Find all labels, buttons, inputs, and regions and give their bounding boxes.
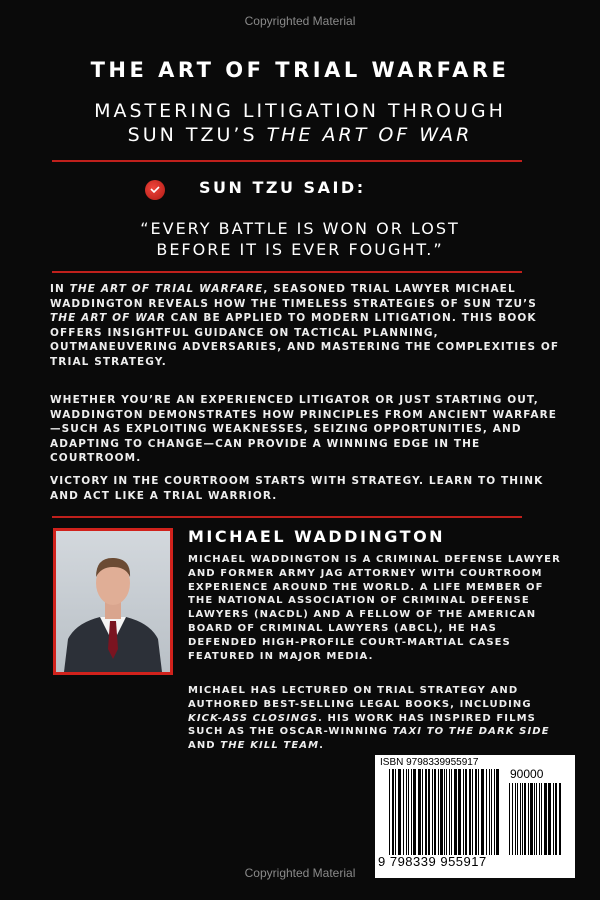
isbn-barcode bbox=[375, 755, 575, 878]
watermark-top: Copyrighted Material bbox=[244, 14, 356, 28]
bio-text: MICHAEL HAS LECTURED ON TRIAL STRATEGY AND AUTHORED BEST-SELLING LEGAL BOOKS, INCLUDING bbox=[188, 685, 532, 710]
author-name: MICHAEL WADDINGTON bbox=[188, 527, 446, 546]
price-code: 90000 bbox=[510, 767, 544, 781]
author-bio-paragraph-1: MICHAEL WADDINGTON IS A CRIMINAL DEFENSE LAWYER AND FORMER ARMY JAG ATTORNEY WITH COURTROOM EXPERIENCE AROUND THE WORLD. A LIFE MEMBER OF THE NATIONAL ASSOCIATION OF CRIMINAL DEFENSE LAWYERS (NACDL) AND A FELLOW OF THE AMERICAN BOARD OF CRIMINAL LAWYERS (ABCL), HE HAS DEFENDED HIGH-PROFILE COURT-MARTIAL CASES FEATURED IN MAJOR MEDIA. bbox=[188, 554, 561, 662]
divider-middle bbox=[52, 271, 522, 273]
desc-book-title: THE ART OF TRIAL WARFARE bbox=[69, 283, 264, 295]
barcode-bars-icon bbox=[389, 769, 501, 855]
bio-text: . bbox=[319, 740, 325, 752]
subtitle-line-1: MASTERING LITIGATION THROUGH bbox=[94, 100, 506, 122]
subtitle-line-2 bbox=[0, 124, 600, 146]
divider-author bbox=[52, 516, 522, 518]
bio-text: AND bbox=[188, 740, 221, 752]
description-paragraph-1 bbox=[50, 282, 560, 369]
barcode-digits: 9 798339 955917 bbox=[378, 854, 487, 869]
desc-source-title: THE ART OF WAR bbox=[50, 312, 166, 324]
quote-line-2: BEFORE IT IS EVER FOUGHT.” bbox=[156, 240, 444, 259]
author-photo bbox=[53, 528, 173, 675]
isbn-label: ISBN 9798339955917 bbox=[380, 757, 479, 768]
description-paragraph-2: WHETHER YOU’RE AN EXPERIENCED LITIGATOR OR JUST STARTING OUT, WADDINGTON DEMONSTRATES HOW PRINCIPLES FROM ANCIENT WARFARE—SUCH AS EXPLOITING WEAKNESSES, SEIZING OPPORTUNITIES, AND ADAPTING TO CHANGE—CAN PROVIDE A WINNING EDGE IN THE COURTROOM. bbox=[50, 394, 558, 464]
quote-line-1: “EVERY BATTLE IS WON OR LOST bbox=[140, 219, 460, 238]
desc-text: IN bbox=[50, 283, 70, 295]
subtitle-italic: THE ART OF WAR bbox=[266, 124, 473, 146]
bio-text: . HIS WORK HAS INSPIRED FILMS SUCH AS THE OSCAR-WINNING bbox=[188, 712, 536, 738]
desc-text: CAN BE APPLIED TO MODERN LITIGATION. THIS BOOK OFFERS INSIGHTFUL GUIDANCE ON TACTICAL PLANNING, OUTMANEUVERING ADVERSARIES, AND MASTERING THE COMPLEXITIES OF TRIAL STRATEGY. bbox=[50, 312, 560, 368]
seal-icon bbox=[145, 180, 165, 200]
book-title: THE ART OF TRIAL WARFARE bbox=[90, 58, 510, 82]
desc-text: , SEASONED TRIAL LAWYER MICHAEL WADDINGTON REVEALS HOW THE TIMELESS STRATEGIES OF SUN TZU’S bbox=[50, 283, 537, 310]
bio-film-title: TAXI TO THE DARK SIDE bbox=[392, 726, 550, 738]
description-paragraph-3: VICTORY IN THE COURTROOM STARTS WITH STRATEGY. LEARN TO THINK AND ACT LIKE A TRIAL WARRIOR. bbox=[50, 475, 544, 502]
quote-attribution: SUN TZU SAID: bbox=[199, 178, 366, 197]
author-bio-paragraph-2 bbox=[188, 684, 568, 753]
bio-film-title: THE KILL TEAM bbox=[220, 740, 320, 752]
watermark-bottom: Copyrighted Material bbox=[244, 866, 356, 880]
barcode-addon-bars-icon bbox=[509, 783, 563, 855]
subtitle-prefix: SUN TZU’S bbox=[127, 124, 267, 146]
bio-book-title: KICK-ASS CLOSINGS bbox=[188, 712, 318, 724]
divider-top bbox=[52, 160, 522, 162]
